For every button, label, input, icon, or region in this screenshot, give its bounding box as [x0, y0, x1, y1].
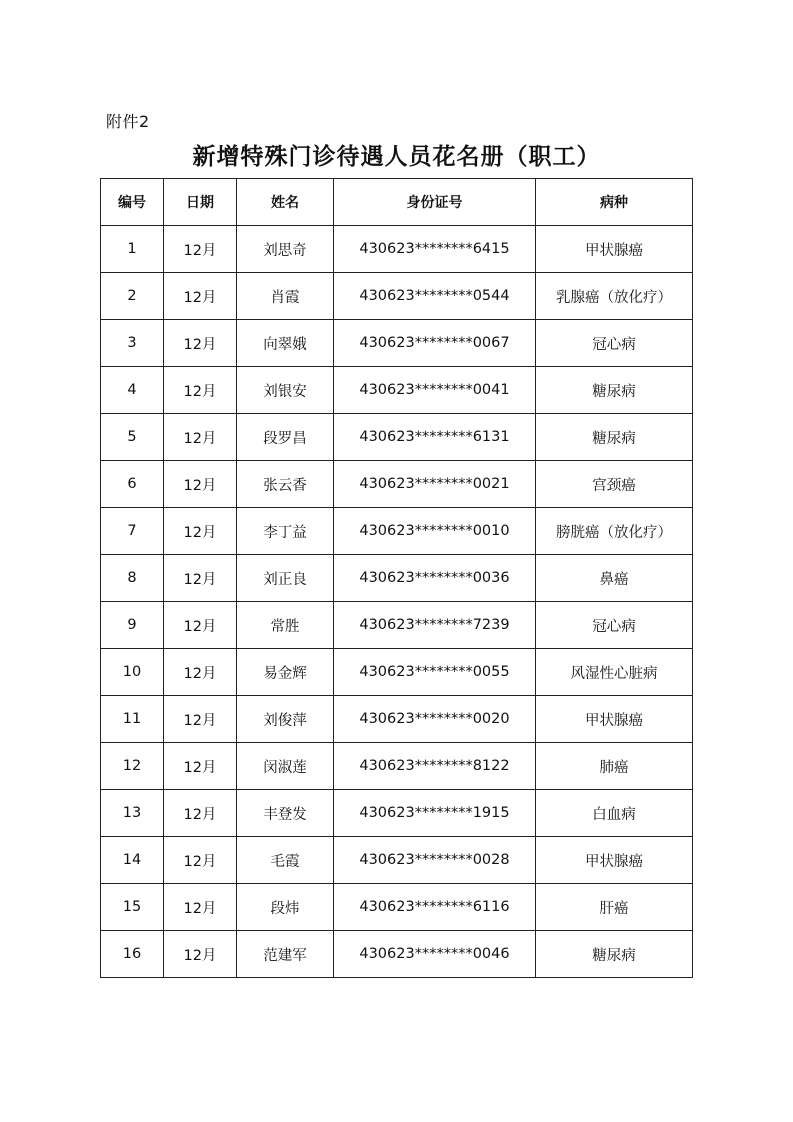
cell-id-number: 430623********0020 — [334, 696, 536, 743]
cell-id-number: 430623********0028 — [334, 837, 536, 884]
cell-id-number: 430623********0021 — [334, 461, 536, 508]
cell-name: 段炜 — [237, 884, 334, 931]
table-row — [101, 320, 693, 367]
cell-number: 12 — [101, 743, 164, 790]
table-row — [101, 837, 693, 884]
table-row — [101, 414, 693, 461]
table-row — [101, 649, 693, 696]
cell-disease: 糖尿病 — [536, 931, 693, 978]
cell-number: 1 — [101, 226, 164, 273]
cell-name: 段罗昌 — [237, 414, 334, 461]
cell-disease: 冠心病 — [536, 602, 693, 649]
cell-name: 张云香 — [237, 461, 334, 508]
cell-id-number: 430623********0055 — [334, 649, 536, 696]
cell-date: 12月 — [164, 602, 237, 649]
cell-date: 12月 — [164, 837, 237, 884]
attachment-label: 附件2 — [106, 112, 150, 131]
cell-id-number: 430623********6116 — [334, 884, 536, 931]
cell-disease: 甲状腺癌 — [536, 837, 693, 884]
cell-disease: 糖尿病 — [536, 367, 693, 414]
cell-number: 7 — [101, 508, 164, 555]
cell-name: 常胜 — [237, 602, 334, 649]
cell-id-number: 430623********8122 — [334, 743, 536, 790]
cell-disease: 糖尿病 — [536, 414, 693, 461]
cell-name: 刘正良 — [237, 555, 334, 602]
cell-name: 向翠娥 — [237, 320, 334, 367]
cell-id-number: 430623********0010 — [334, 508, 536, 555]
cell-date: 12月 — [164, 696, 237, 743]
cell-disease: 肝癌 — [536, 884, 693, 931]
cell-date: 12月 — [164, 743, 237, 790]
header-number: 编号 — [101, 179, 164, 226]
cell-number: 3 — [101, 320, 164, 367]
cell-disease: 鼻癌 — [536, 555, 693, 602]
cell-name: 李丁益 — [237, 508, 334, 555]
cell-id-number: 430623********6131 — [334, 414, 536, 461]
cell-disease: 风湿性心脏病 — [536, 649, 693, 696]
table-row — [101, 508, 693, 555]
cell-id-number: 430623********0067 — [334, 320, 536, 367]
cell-id-number: 430623********7239 — [334, 602, 536, 649]
cell-name: 毛霞 — [237, 837, 334, 884]
cell-disease: 肺癌 — [536, 743, 693, 790]
table-body — [101, 226, 693, 978]
cell-id-number: 430623********0041 — [334, 367, 536, 414]
cell-date: 12月 — [164, 226, 237, 273]
cell-id-number: 430623********0046 — [334, 931, 536, 978]
table-row — [101, 743, 693, 790]
cell-disease: 宫颈癌 — [536, 461, 693, 508]
roster-table — [100, 178, 693, 978]
cell-number: 4 — [101, 367, 164, 414]
cell-date: 12月 — [164, 649, 237, 696]
cell-disease: 乳腺癌（放化疗） — [536, 273, 693, 320]
cell-id-number: 430623********0036 — [334, 555, 536, 602]
cell-number: 6 — [101, 461, 164, 508]
cell-number: 13 — [101, 790, 164, 837]
cell-number: 15 — [101, 884, 164, 931]
cell-date: 12月 — [164, 931, 237, 978]
cell-date: 12月 — [164, 367, 237, 414]
table-row — [101, 602, 693, 649]
header-disease: 病种 — [536, 179, 693, 226]
table-row — [101, 884, 693, 931]
table-row — [101, 273, 693, 320]
table-row — [101, 790, 693, 837]
table-row — [101, 555, 693, 602]
header-id-number: 身份证号 — [334, 179, 536, 226]
cell-number: 2 — [101, 273, 164, 320]
cell-number: 10 — [101, 649, 164, 696]
cell-disease: 甲状腺癌 — [536, 226, 693, 273]
cell-name: 丰登发 — [237, 790, 334, 837]
cell-name: 范建军 — [237, 931, 334, 978]
cell-number: 5 — [101, 414, 164, 461]
cell-name: 闵淑莲 — [237, 743, 334, 790]
cell-date: 12月 — [164, 508, 237, 555]
table-row — [101, 696, 693, 743]
cell-number: 16 — [101, 931, 164, 978]
cell-number: 8 — [101, 555, 164, 602]
cell-disease: 膀胱癌（放化疗） — [536, 508, 693, 555]
cell-name: 刘思奇 — [237, 226, 334, 273]
cell-name: 刘银安 — [237, 367, 334, 414]
cell-date: 12月 — [164, 273, 237, 320]
table-row — [101, 226, 693, 273]
header-date: 日期 — [164, 179, 237, 226]
table-row — [101, 931, 693, 978]
cell-disease: 冠心病 — [536, 320, 693, 367]
table-header-row — [101, 179, 693, 226]
cell-id-number: 430623********0544 — [334, 273, 536, 320]
cell-number: 14 — [101, 837, 164, 884]
document-title: 新增特殊门诊待遇人员花名册（职工） — [192, 143, 601, 170]
cell-number: 9 — [101, 602, 164, 649]
cell-date: 12月 — [164, 884, 237, 931]
cell-date: 12月 — [164, 461, 237, 508]
cell-name: 肖霞 — [237, 273, 334, 320]
cell-number: 11 — [101, 696, 164, 743]
cell-date: 12月 — [164, 555, 237, 602]
cell-id-number: 430623********6415 — [334, 226, 536, 273]
cell-id-number: 430623********1915 — [334, 790, 536, 837]
cell-date: 12月 — [164, 790, 237, 837]
table-row — [101, 461, 693, 508]
cell-name: 易金辉 — [237, 649, 334, 696]
cell-name: 刘俊萍 — [237, 696, 334, 743]
table-row — [101, 367, 693, 414]
cell-date: 12月 — [164, 414, 237, 461]
cell-disease: 甲状腺癌 — [536, 696, 693, 743]
header-name: 姓名 — [237, 179, 334, 226]
cell-disease: 白血病 — [536, 790, 693, 837]
cell-date: 12月 — [164, 320, 237, 367]
